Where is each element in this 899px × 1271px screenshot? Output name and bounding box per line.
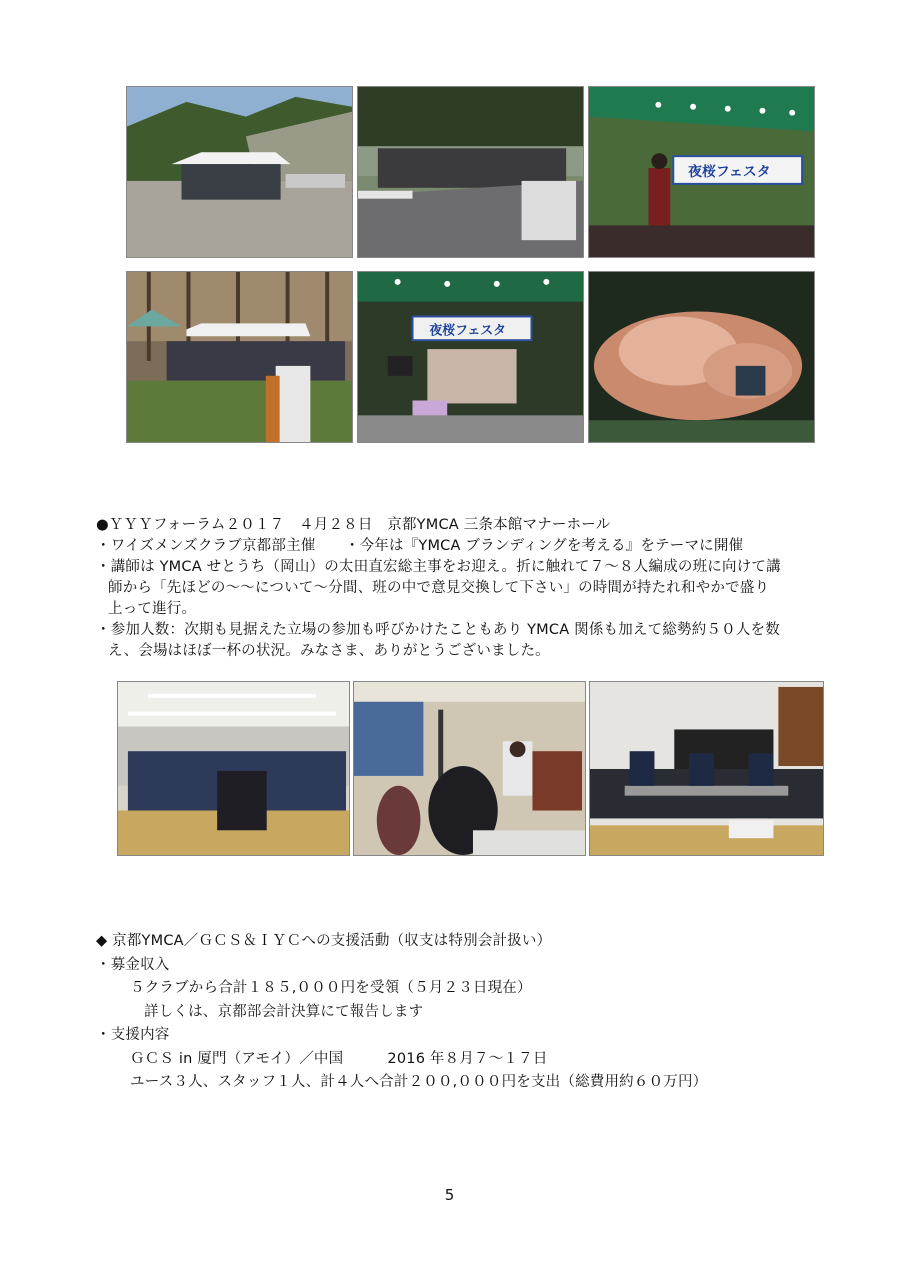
photo-night-cherry-blossoms — [588, 271, 815, 443]
photo-panel-table — [589, 681, 824, 856]
photo-meeting-hall — [117, 681, 350, 856]
forum-line-attendance: ・参加人数：次期も見据えた立場の参加も呼びかけたこともあり YMCA 関係も加えて総勢約５０人を数 — [96, 622, 780, 638]
photo-crowd-forest-tents — [126, 271, 353, 443]
forum-line-lecturer-end: 上って進行。 — [108, 601, 197, 617]
forum-heading: ●ＹＹＹフォーラム２０１７ ４月２８日 京都YMCA 三条本館マナーホール — [96, 517, 611, 533]
support-content-gcs: ＧＣＳ in 厦門（アモイ）／中国 2016 年８月７～１７日 — [130, 1050, 548, 1067]
forum-line-lecturer: ・講師は YMCA せとうち（岡山）の太田直宏総主事をお迎え。折に触れて７～８人編成の班に向けて講 — [96, 559, 781, 575]
photo-lecture-speaker — [353, 681, 586, 856]
photo-outdoor-tent-road — [126, 86, 353, 258]
svg-text:夜桜フェスタ: 夜桜フェスタ — [429, 323, 506, 339]
fund-line-details: 詳しくは、京都部会計決算にて報告します — [144, 1003, 424, 1020]
forum-line-lecturer-cont: 師から「先ほどの～～について～分間、班の中で意見交換して下さい」の時間が持たれ和やかで盛り — [108, 580, 770, 596]
photo-stage-performance — [357, 271, 584, 443]
photo-speaker-under-tent — [588, 86, 815, 258]
fund-line-received: ５クラブから合計１８５,０００円を受領（５月２３日現在） — [130, 980, 532, 996]
support-section — [96, 930, 836, 1095]
support-content-expense: ユース３人、スタッフ１人、計４人へ合計２００,０００円を支出（総費用約６０万円） — [130, 1074, 708, 1090]
forum-line-attendance-cont: え、会場はほぼ一杯の状況。みなさま、ありがとうございました。 — [108, 643, 550, 659]
support-heading: ◆ 京都YMCA／ＧＣＳ＆ＩＹＣへの支援活動（収支は特別会計扱い） — [96, 933, 552, 949]
support-content-title: ・支援内容 — [96, 1027, 170, 1043]
svg-text:夜桜フェスタ: 夜桜フェスタ — [688, 163, 771, 180]
photo-crowd-on-road — [357, 86, 584, 258]
fund-title: ・募金収入 — [96, 956, 170, 973]
forum-line-organizer: ・ワイズメンズクラブ京都部主催 ・今年は『YMCA ブランディングを考える』をテーマに開催 — [96, 538, 744, 554]
forum-section — [96, 515, 836, 662]
page-number: 5 — [444, 1186, 455, 1204]
